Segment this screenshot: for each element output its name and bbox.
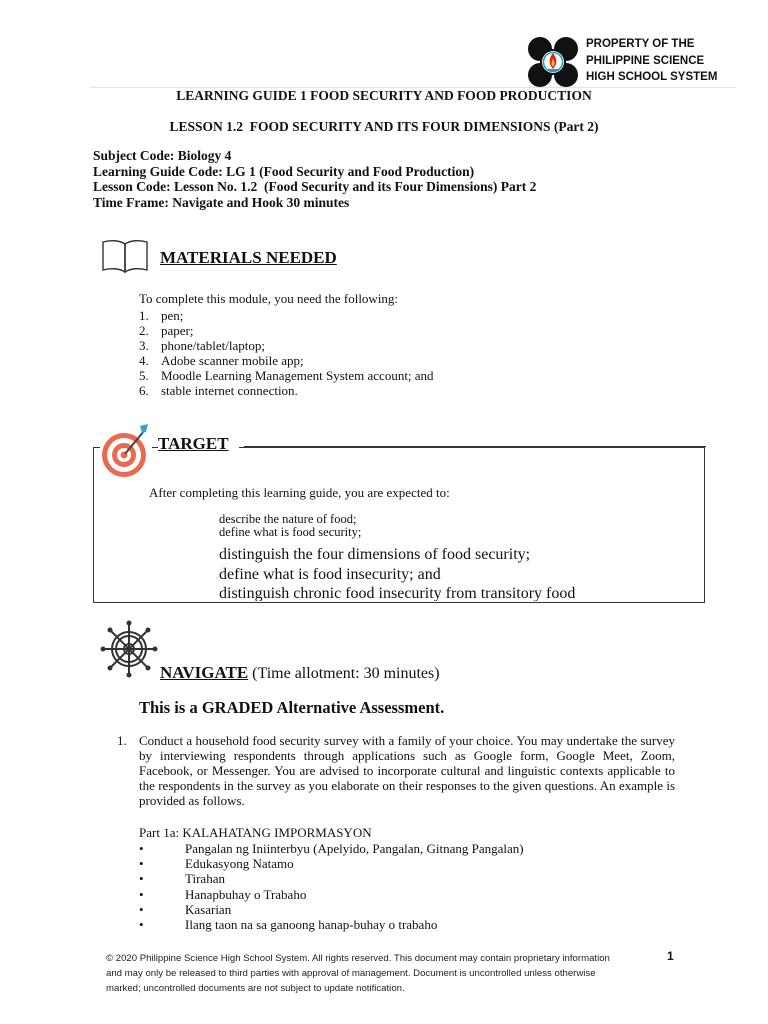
- list-item: distinguish chronic food insecurity from transitory food: [219, 585, 576, 601]
- guide-title: LEARNING GUIDE 1 FOOD SECURITY AND FOOD PRODUCTION: [176, 88, 592, 103]
- list-item: define what is food insecurity; and: [219, 565, 441, 583]
- page-number: 1: [667, 949, 674, 963]
- list-item: 5. Moodle Learning Management System account; and: [139, 368, 434, 383]
- item-number: 1.: [117, 733, 127, 748]
- list-item: 1. pen;: [139, 308, 184, 323]
- list-item: • Kasarian: [139, 901, 232, 917]
- navigate-title: NAVIGATE: [160, 663, 249, 682]
- time-allotment: (Time allotment: 30 minutes): [248, 665, 440, 682]
- graded-notice: This is a GRADED Alternative Assessment.: [139, 698, 445, 717]
- logo-line-2: PHILIPPINE SCIENCE: [586, 54, 705, 67]
- target-heading: TARGET: [158, 434, 239, 454]
- list-item: • Tirahan: [139, 871, 225, 887]
- list-item: 2. paper;: [139, 323, 194, 338]
- list-item: • Ilang taon na sa ganoong hanap-buhay o trabaho: [139, 917, 438, 933]
- target-heading-rule: [244, 446, 706, 447]
- subject-code: Subject Code: Biology 4: [93, 148, 232, 163]
- copyright-footer: © 2020 Philippine Science High School System. All rights reserved. This document may contain proprietary information and may only be released to third parties with approval of management. Document is uncontrolled unless otherwise marked; uncontrolled documents are not subject to update notification.: [106, 953, 610, 994]
- ship-wheel-icon: [100, 620, 158, 683]
- lesson-code: Lesson Code: Lesson No. 1.2 (Food Security and its Four Dimensions) Part 2: [93, 179, 537, 195]
- lesson-title: LESSON 1.2 FOOD SECURITY AND ITS FOUR DIMENSIONS (Part 2): [169, 119, 599, 134]
- materials-heading: MATERIALS NEEDED: [160, 248, 337, 267]
- list-item: 6. stable internet connection.: [139, 383, 298, 398]
- materials-list: [139, 308, 434, 398]
- logo-line-3: HIGH SCHOOL SYSTEM: [586, 71, 718, 83]
- navigate-heading: [160, 663, 440, 683]
- lesson-meta: [93, 148, 536, 210]
- list-item: define what is food security;: [219, 525, 362, 539]
- learning-guide-code: Learning Guide Code: LG 1 (Food Security and Food Production): [93, 163, 475, 179]
- book-icon: [100, 238, 150, 279]
- target-intro: After completing this learning guide, you are expected to:: [149, 485, 450, 500]
- target-icon: [100, 421, 152, 492]
- part-heading: Part 1a: KALAHATANG IMPORMASYON: [139, 825, 372, 840]
- list-item: 3. phone/tablet/laptop;: [139, 338, 265, 353]
- list-item: • Pangalan ng Iniinterbyu (Apelyido, Pangalan, Gitnang Pangalan): [139, 841, 524, 856]
- time-frame: Time Frame: Navigate and Hook 30 minutes: [93, 194, 350, 210]
- info-bullets: [139, 841, 524, 932]
- logo-caption: [586, 36, 756, 86]
- list-item: distinguish the four dimensions of food security;: [219, 546, 531, 563]
- materials-intro: To complete this module, you need the following:: [139, 291, 399, 306]
- list-item: describe the nature of food;: [219, 512, 357, 526]
- objectives-list-large: [219, 545, 575, 601]
- logo-line-1: PROPERTY OF THE: [586, 38, 695, 50]
- objectives-list: [219, 513, 361, 539]
- survey-instructions: Conduct a household food security survey with a family of your choice. You may undertake the survey by interviewing respondents through applications such as Google form, Google Meet, Zoom, Facebook, or Messenger. You are advised to incorporate cultural and linguistic contexts applicable to the respondents in the survey as you elaborate on their responses to the given questions. An example is provided as follows.: [139, 733, 675, 808]
- list-item: • Edukasyong Natamo: [139, 856, 294, 872]
- list-item: 4. Adobe scanner mobile app;: [139, 353, 304, 368]
- list-item: • Hanapbuhay o Trabaho: [139, 886, 307, 902]
- pshs-logo-icon: [526, 36, 582, 88]
